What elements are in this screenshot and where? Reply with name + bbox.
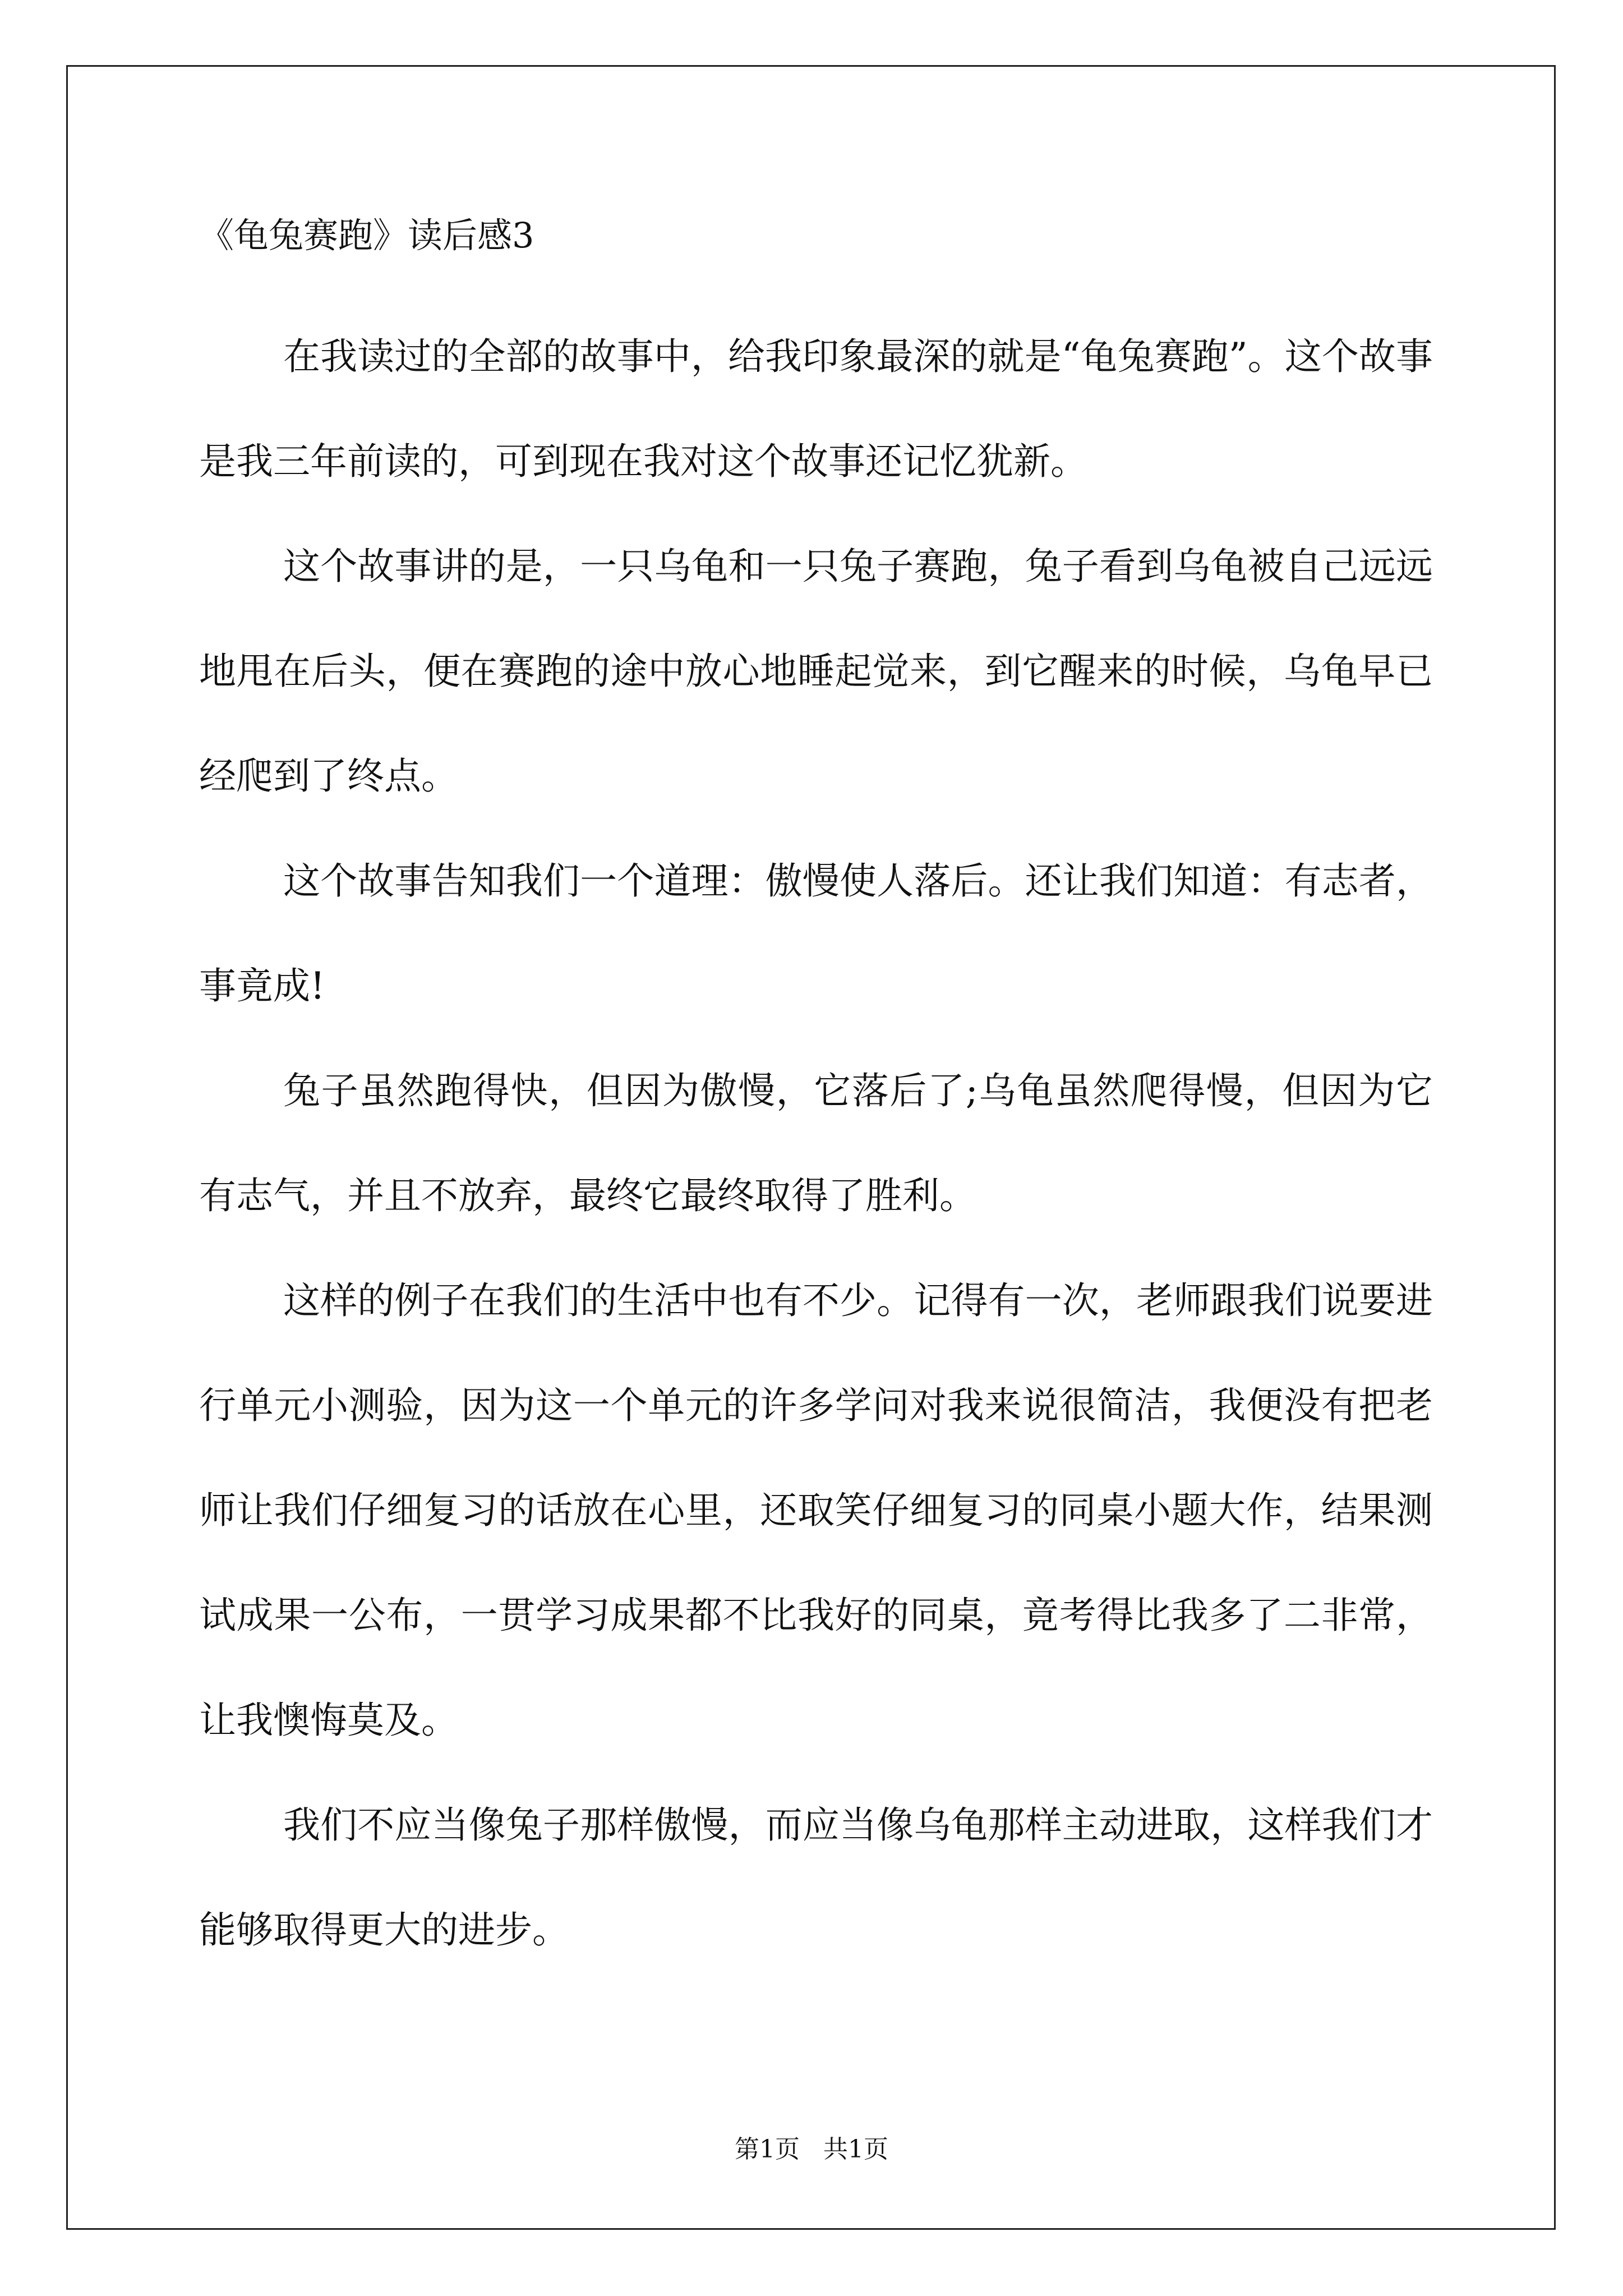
paragraph: 我们不应当像兔子那样傲慢，而应当像乌龟那样主动进取，这样我们才能够取得更大的进步。: [199, 1803, 1433, 1952]
document-title: 《龟兔赛跑》读后感3: [199, 215, 534, 256]
paragraph: 这个故事讲的是，一只乌龟和一只兔子赛跑，兔子看到乌龟被自己远远地甩在后头，便在赛跑的途中放心地睡起觉来，到它醒来的时候，乌龟早已经爬到了终点。: [199, 545, 1433, 798]
paragraph: 在我读过的全部的故事中，给我印象最深的就是“龟兔赛跑”。这个故事是我三年前读的，可到现在我对这个故事还记忆犹新。: [199, 335, 1433, 483]
paragraph: 兔子虽然跑得快，但因为傲慢，它落后了;乌龟虽然爬得慢，但因为它有志气，并且不放弃，最终它最终取得了胜利。: [199, 1069, 1433, 1217]
paragraph: 这个故事告知我们一个道理：傲慢使人落后。还让我们知道：有志者，事竟成!: [199, 859, 1433, 1007]
paragraph: 这样的例子在我们的生活中也有不少。记得有一次，老师跟我们说要进行单元小测验，因为这一个单元的许多学问对我来说很简洁，我便没有把老师让我们仔细复习的话放在心里，还取笑仔细复习的同桌小题大作，结果测试成果一公布，一贯学习成果都不比我好的同桌，竟考得比我多了二非常，让我懊悔莫及。: [199, 1279, 1433, 1742]
document-body: [199, 213, 1433, 1982]
page-footer: 第1页 共1页: [735, 2135, 888, 2164]
